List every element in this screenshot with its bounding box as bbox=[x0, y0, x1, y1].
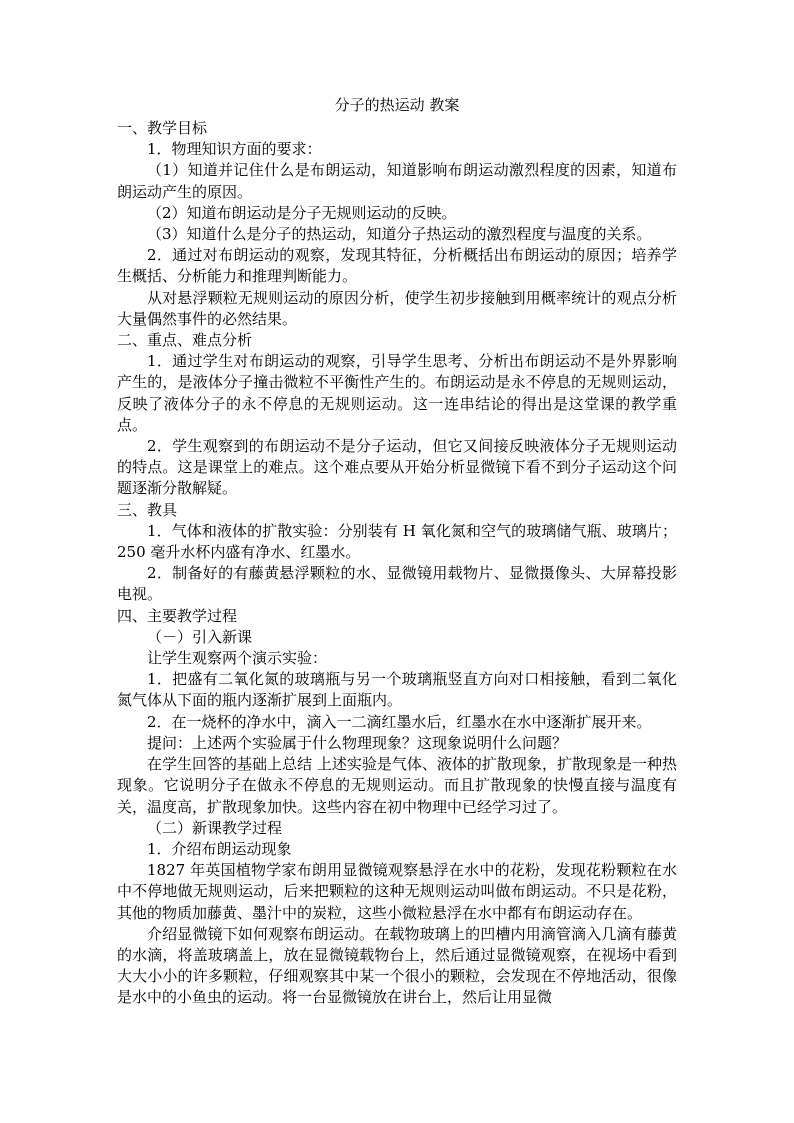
paragraph: 2．制备好的有藤黄悬浮颗粒的水、显微镜用载物片、显微摄像头、大屏幕投影电视。 bbox=[117, 564, 677, 604]
paragraph: （－）引入新课 bbox=[147, 627, 253, 646]
paragraph: 1．把盛有二氧化氮的玻璃瓶与另一个玻璃瓶竖直方向对口相接触，看到二氧化氮气体从下面的瓶内逐渐扩展到上面瓶内。 bbox=[117, 670, 677, 710]
paragraph: 1．介绍布朗运动现象 bbox=[147, 839, 292, 858]
section-heading: 三、教具 bbox=[117, 500, 178, 519]
paragraph: 2．通过对布朗运动的观察，发现其特征，分析概括出布朗运动的原因；培养学生概括、分析能力和推理判断能力。 bbox=[117, 246, 677, 286]
paragraph: 介绍显微镜下如何观察布朗运动。在载物玻璃上的凹槽内用滴管滴入几滴有藤黄的水滴，将盖玻璃盖上，放在显微镜载物台上，然后通过显微镜观察，在视场中看到大大小小的许多颗粒，仔细观察其中某一个很小的颗粒，会发现在不停地活动，很像是水中的小鱼虫的运动。将一台显微镜放在讲台上，然后让用显微 bbox=[117, 924, 677, 1007]
section-heading: 四、主要教学过程 bbox=[117, 606, 238, 625]
document-page bbox=[117, 92, 677, 1009]
paragraph: 2．在一烧杯的净水中，滴入一二滴红墨水后，红墨水在水中逐渐扩展开来。 bbox=[147, 712, 652, 731]
paragraph: 让学生观察两个演示实验： bbox=[147, 649, 328, 668]
document-title: 分子的热运动 教案 bbox=[334, 96, 460, 114]
paragraph: （3）知道什么是分子的热运动，知道分子热运动的激烈程度与温度的关系。 bbox=[147, 225, 652, 244]
paragraph: 2．学生观察到的布朗运动不是分子运动，但它又间接反映液体分子无规则运动的特点。这是课堂上的难点。这个难点要从开始分析显微镜下看不到分子运动这个问题逐渐分散解疑。 bbox=[117, 437, 677, 498]
paragraph: （2）知道布朗运动是分子无规则运动的反映。 bbox=[147, 203, 457, 222]
paragraph: 1．通过学生对布朗运动的观察，引导学生思考、分析出布朗运动不是外界影响产生的，是液体分子撞击微粒不平衡性产生的。布朗运动是永不停息的无规则运动，反映了液体分子的永不停息的无规则运动。这一连串结论的得出是这堂课的教学重点。 bbox=[117, 352, 677, 434]
section-heading: 二、重点、难点分析 bbox=[117, 331, 253, 350]
paragraph: 提问：上述两个实验属于什么物理现象？这现象说明什么问题？ bbox=[147, 733, 568, 752]
paragraph: 1827 年英国植物学家布朗用显微镜观察悬浮在水中的花粉，发现花粉颗粒在水中不停地做无规则运动，后来把颗粒的这种无规则运动叫做布朗运动。不只是花粉，其他的物质加藤黄、墨汁中的炭粒，这些小微粒悬浮在水中都有布朗运动存在。 bbox=[117, 861, 677, 922]
paragraph: （二）新课教学过程 bbox=[147, 818, 283, 837]
paragraph: （1）知道并记住什么是布朗运动，知道影响布朗运动激烈程度的因素，知道布朗运动产生的原因。 bbox=[117, 161, 677, 201]
document-body bbox=[117, 118, 677, 1009]
paragraph: 在学生回答的基础上总结 上述实验是气体、液体的扩散现象，扩散现象是一种热现象。它说明分子在做永不停息的无规则运动。而且扩散现象的快慢直接与温度有关，温度高，扩散现象加快。这些内容在初中物理中已经学习过了。 bbox=[117, 755, 677, 816]
paragraph: 1．物理知识方面的要求： bbox=[147, 140, 322, 159]
paragraph: 1．气体和液体的扩散实验：分别装有 H 氧化氮和空气的玻璃储气瓶、玻璃片；250 毫升水杯内盛有净水、红墨水。 bbox=[117, 521, 677, 562]
paragraph: 从对悬浮颗粒无规则运动的原因分析，使学生初步接触到用概率统计的观点分析大量偶然事件的必然结果。 bbox=[117, 288, 677, 328]
section-heading: 一、教学目标 bbox=[117, 119, 208, 137]
